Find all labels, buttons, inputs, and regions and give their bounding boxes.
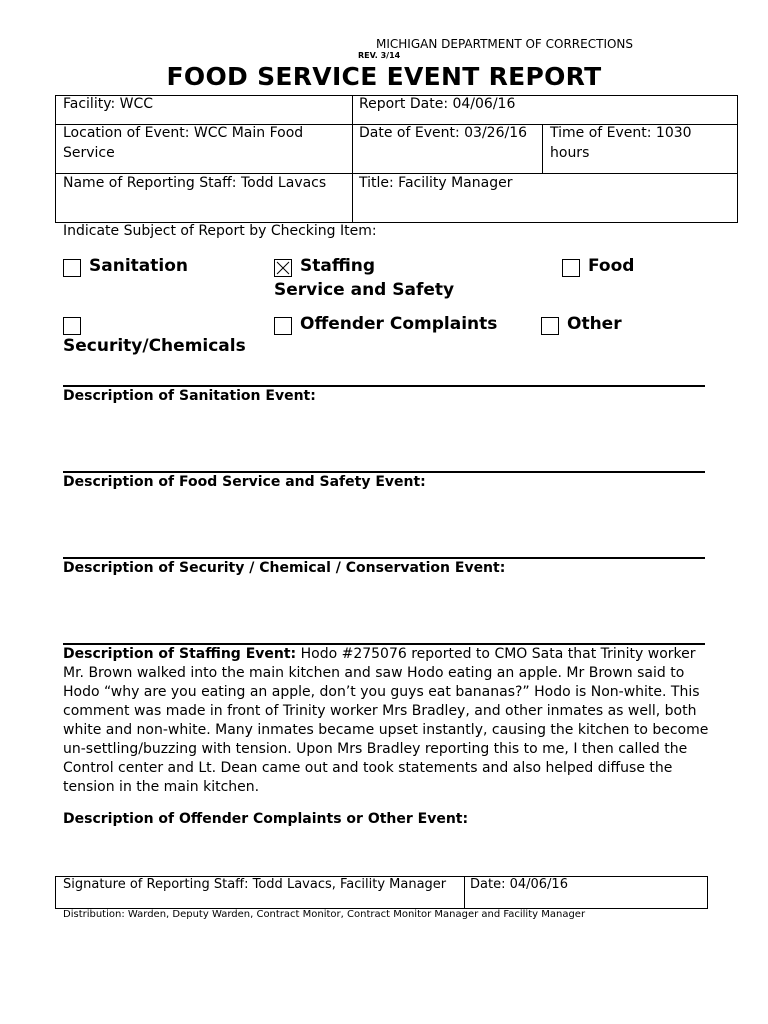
- staffing-description: [63, 645, 713, 797]
- sanitation-description-label: Description of Sanitation Event:: [63, 388, 316, 404]
- food-service-safety-label: Service and Safety: [274, 280, 455, 300]
- signature-field: Signature of Reporting Staff: Todd Lavacs, Facility Manager: [63, 877, 447, 892]
- checkbox-x-icon: [275, 260, 291, 276]
- staffing-line: comment was made in front of Trinity worker Mrs Bradley, and other inmates as well, both: [63, 703, 697, 719]
- staffing-line: Control center and Lt. Dean came out and took statements and also helped diffuse the: [63, 760, 673, 776]
- staffing-line: tension in the main kitchen.: [63, 779, 260, 795]
- staffing-line: un-settling/buzzing with tension. Upon Mrs Bradley reporting this to me, I then called the: [63, 741, 688, 757]
- signature-divider: [464, 876, 465, 909]
- staffing-description-label: Description of Staffing Event:: [63, 646, 297, 662]
- table-divider: [352, 95, 353, 223]
- staffing-checkbox[interactable]: [274, 259, 292, 277]
- sanitation-option-label: Sanitation: [89, 256, 188, 276]
- date-of-event-field: Date of Event: 03/26/16: [359, 125, 528, 141]
- table-divider: [542, 124, 543, 173]
- distribution-note: Distribution: Warden, Deputy Warden, Contract Monitor, Contract Monitor Manager and Facility Manager: [63, 909, 586, 920]
- staffing-text: Hodo #275076 reported to CMO Sata that Trinity worker: [296, 646, 696, 662]
- staffing-line: Mr. Brown walked into the main kitchen and saw Hodo eating an apple. Mr Brown said to: [63, 665, 685, 681]
- staff-title-field: Title: Facility Manager: [359, 175, 513, 191]
- offender-complaints-checkbox[interactable]: [274, 317, 292, 335]
- reporting-staff-field: Name of Reporting Staff: Todd Lavacs: [63, 175, 327, 191]
- staffing-line: [63, 645, 713, 664]
- staffing-line: Hodo “why are you eating an apple, don’t you guys eat bananas?” Hodo is Non-white. This: [63, 684, 700, 700]
- offender-description-label: Description of Offender Complaints or Other Event:: [63, 811, 469, 827]
- department-name: MICHIGAN DEPARTMENT OF CORRECTIONS: [376, 37, 634, 51]
- section-divider: [63, 471, 705, 473]
- section-divider: [63, 557, 705, 559]
- security-chemicals-label: Security/Chemicals: [63, 336, 246, 356]
- section-divider: [63, 385, 705, 387]
- food-checkbox[interactable]: [562, 259, 580, 277]
- subject-instruction: Indicate Subject of Report by Checking Item:: [63, 223, 377, 239]
- signature-date-field: Date: 04/06/16: [470, 877, 568, 892]
- other-option-label: Other: [567, 314, 622, 334]
- security-chemicals-checkbox[interactable]: [63, 317, 81, 335]
- offender-complaints-label: Offender Complaints: [300, 314, 498, 334]
- staffing-line: white and non-white. Many inmates became upset instantly, causing the kitchen to become: [63, 722, 709, 738]
- security-description-label: Description of Security / Chemical / Conservation Event:: [63, 560, 506, 576]
- revision-label: REV. 3/14: [358, 51, 401, 60]
- other-checkbox[interactable]: [541, 317, 559, 335]
- report-date-field: Report Date: 04/06/16: [359, 96, 516, 112]
- staffing-option-label: Staffing: [300, 256, 376, 276]
- sanitation-checkbox[interactable]: [63, 259, 81, 277]
- facility-field: Facility: WCC: [63, 96, 154, 112]
- time-of-event-field: Time of Event: 1030 hours: [550, 125, 692, 161]
- report-title: FOOD SERVICE EVENT REPORT: [166, 62, 602, 91]
- food-service-description-label: Description of Food Service and Safety Event:: [63, 474, 426, 490]
- location-field: Location of Event: WCC Main Food Service: [63, 125, 304, 161]
- food-option-label: Food: [588, 256, 635, 276]
